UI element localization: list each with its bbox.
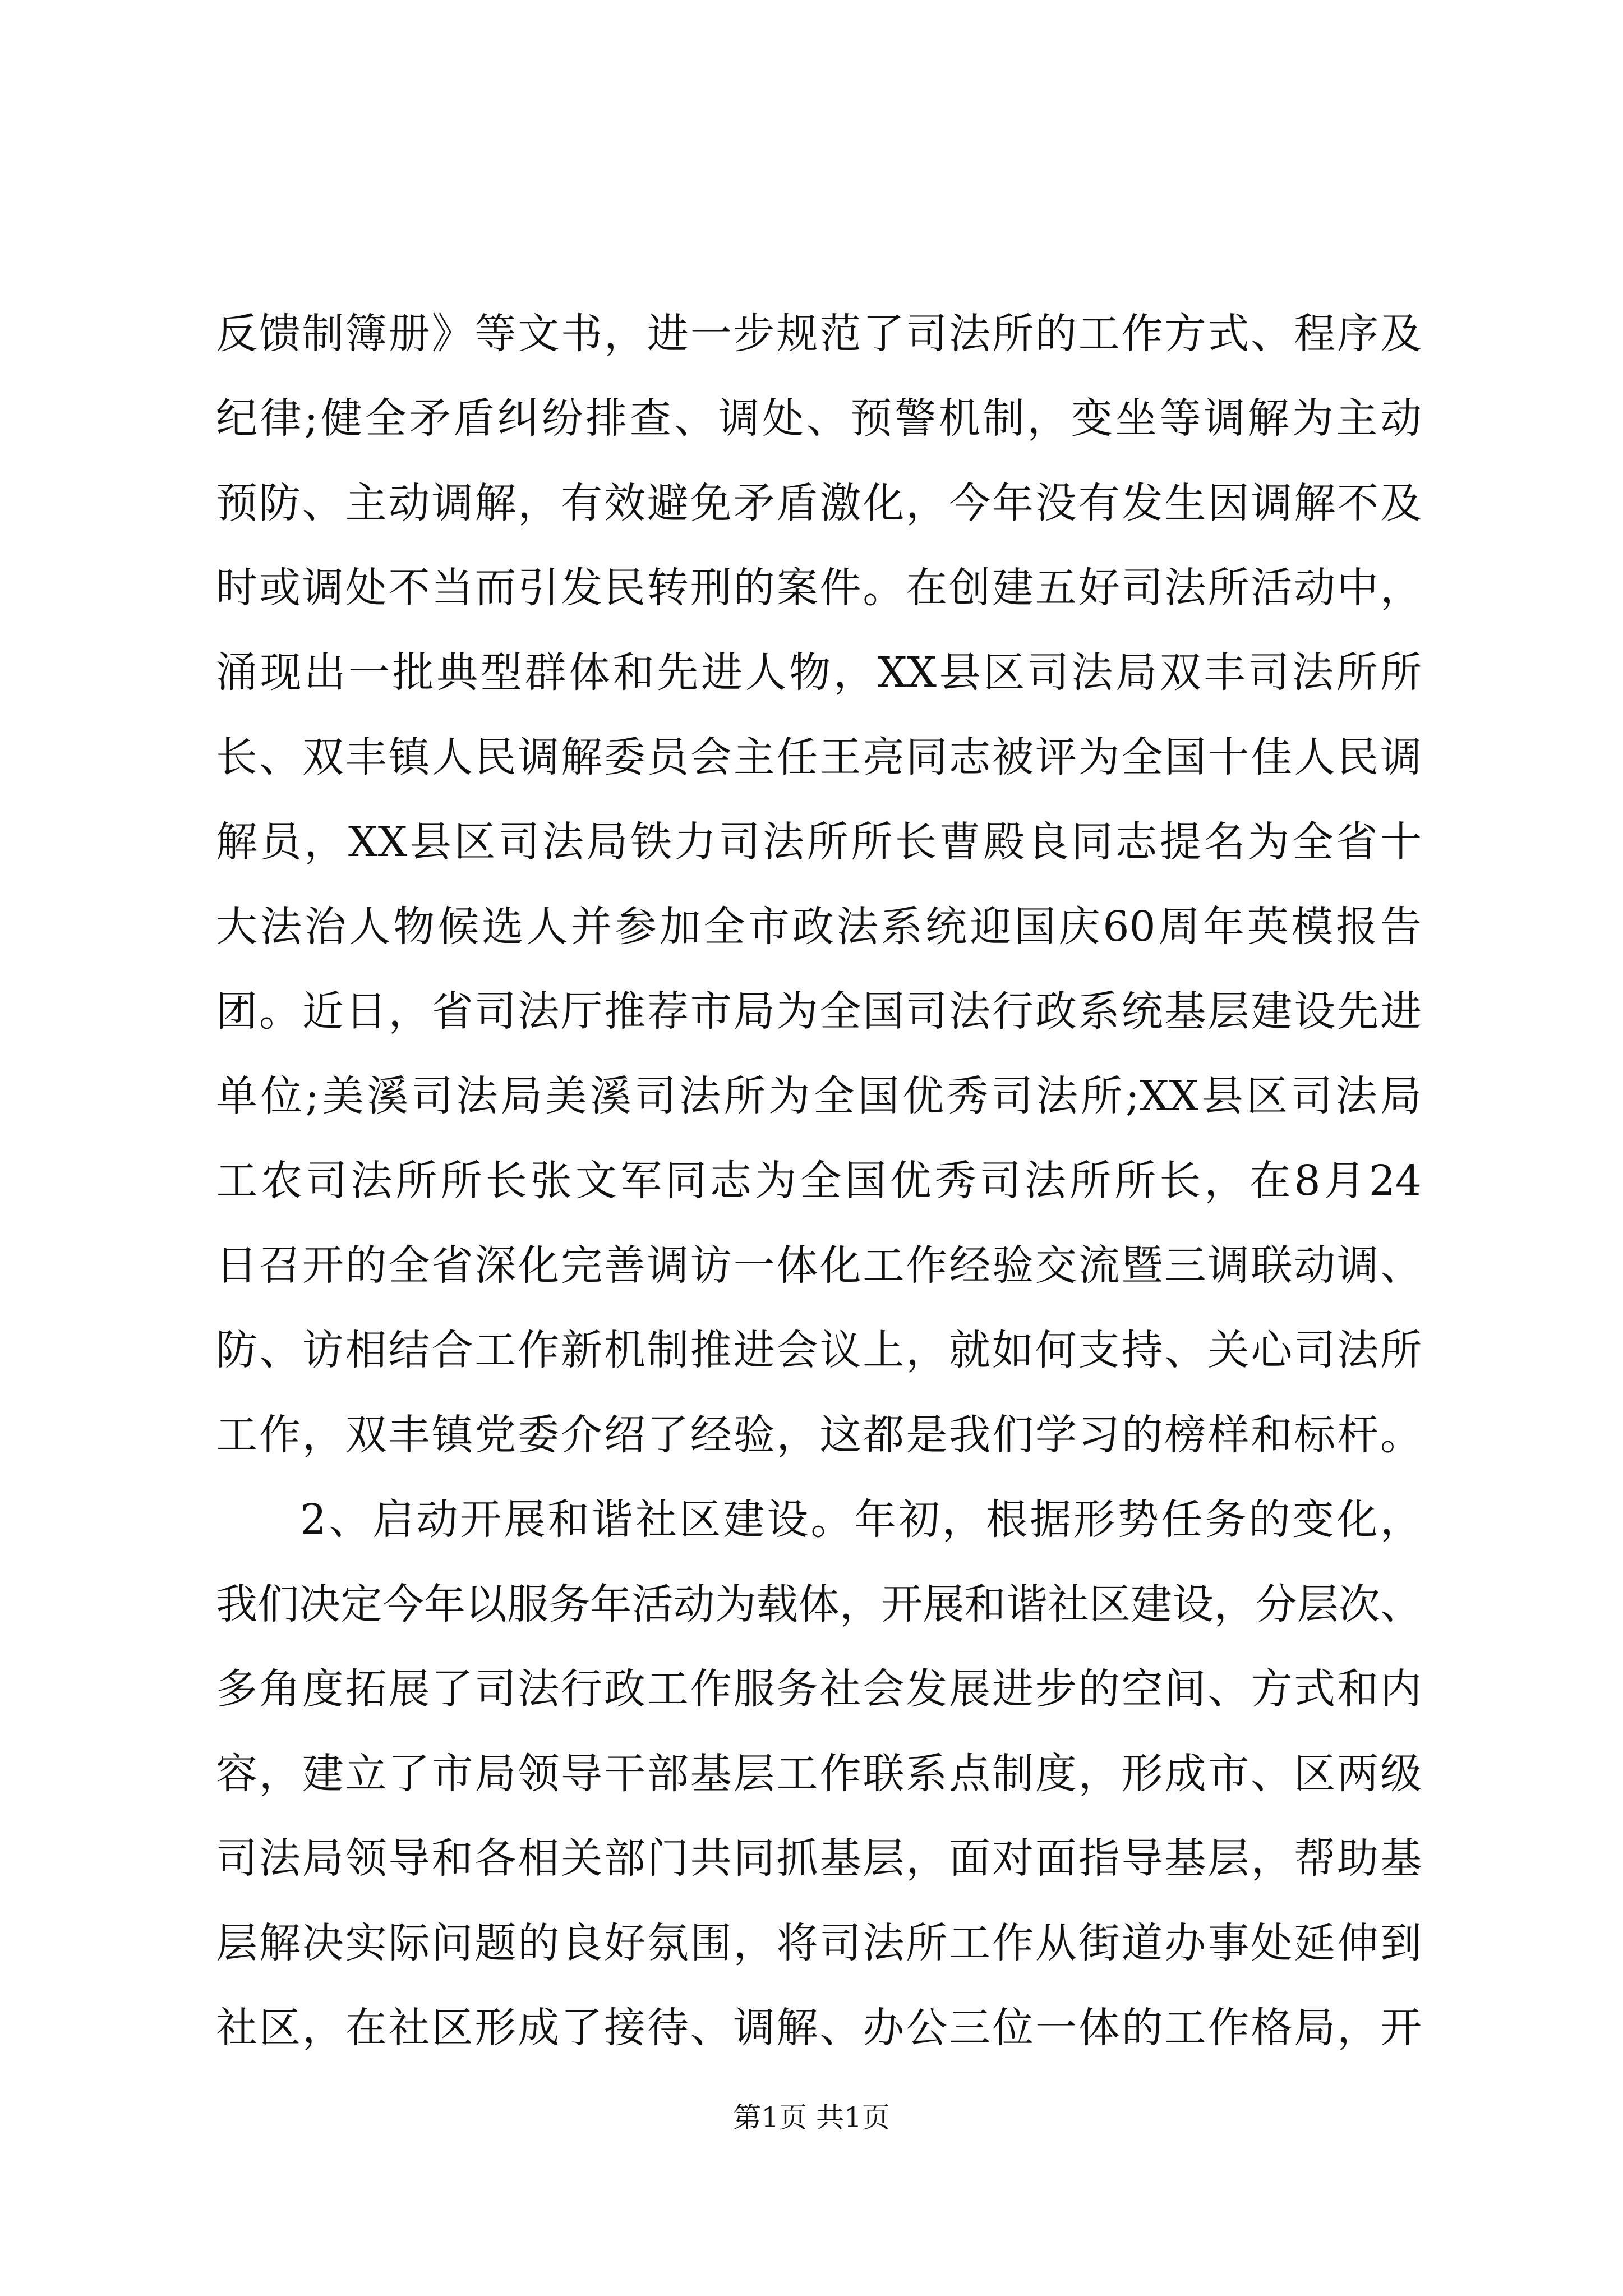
- text-line: 预防、主动调解，有效避免矛盾激化，今年没有发生因调解不及: [216, 479, 1422, 527]
- text-line: 涌现出一批典型群体和先进人物，XX县区司法局双丰司法所所: [216, 648, 1422, 697]
- text-line: 反馈制簿册》等文书，进一步规范了司法所的工作方式、程序及: [216, 310, 1422, 358]
- text-line: 工农司法所所长张文军同志为全国优秀司法所所长，在8月24: [216, 1157, 1422, 1205]
- text-line: 大法治人物候选人并参加全市政法系统迎国庆60周年英模报告: [216, 903, 1422, 951]
- text-line: 层解决实际问题的良好氛围，将司法所工作从街道办事处延伸到: [216, 1919, 1422, 1967]
- paragraph-first-line: 2、启动开展和谐社区建设。年初，根据形势任务的变化，: [300, 1496, 1422, 1544]
- text-line: 多角度拓展了司法行政工作服务社会发展进步的空间、方式和内: [216, 1665, 1422, 1713]
- text-line: 长、双丰镇人民调解委员会主任王亮同志被评为全国十佳人民调: [216, 733, 1422, 781]
- text-line: 防、访相结合工作新机制推进会议上，就如何支持、关心司法所: [216, 1326, 1422, 1374]
- text-line: 团。近日，省司法厅推荐市局为全国司法行政系统基层建设先进: [216, 987, 1422, 1036]
- body-text: [216, 292, 1422, 2070]
- text-line: 单位;美溪司法局美溪司法所为全国优秀司法所;XX县区司法局: [216, 1072, 1422, 1120]
- text-line: 纪律;健全矛盾纠纷排查、调处、预警机制，变坐等调解为主动: [216, 394, 1422, 443]
- text-line: 司法局领导和各相关部门共同抓基层，面对面指导基层，帮助基: [216, 1834, 1422, 1883]
- text-line: 我们决定今年以服务年活动为载体，开展和谐社区建设，分层次、: [216, 1580, 1422, 1628]
- text-line: 解员，XX县区司法局铁力司法所所长曹殿良同志提名为全省十: [216, 818, 1422, 866]
- text-line: 时或调处不当而引发民转刑的案件。在创建五好司法所活动中，: [216, 564, 1422, 612]
- text-line: 社区，在社区形成了接待、调解、办公三位一体的工作格局，开: [216, 2004, 1422, 2052]
- text-line: 容，建立了市局领导干部基层工作联系点制度，形成市、区两级: [216, 1750, 1422, 1798]
- page-number-footer: 第1页 共1页: [733, 2101, 890, 2134]
- text-line: 工作，双丰镇党委介绍了经验，这都是我们学习的榜样和标杆。: [216, 1411, 1422, 1459]
- text-line: 日召开的全省深化完善调访一体化工作经验交流暨三调联动调、: [216, 1241, 1422, 1290]
